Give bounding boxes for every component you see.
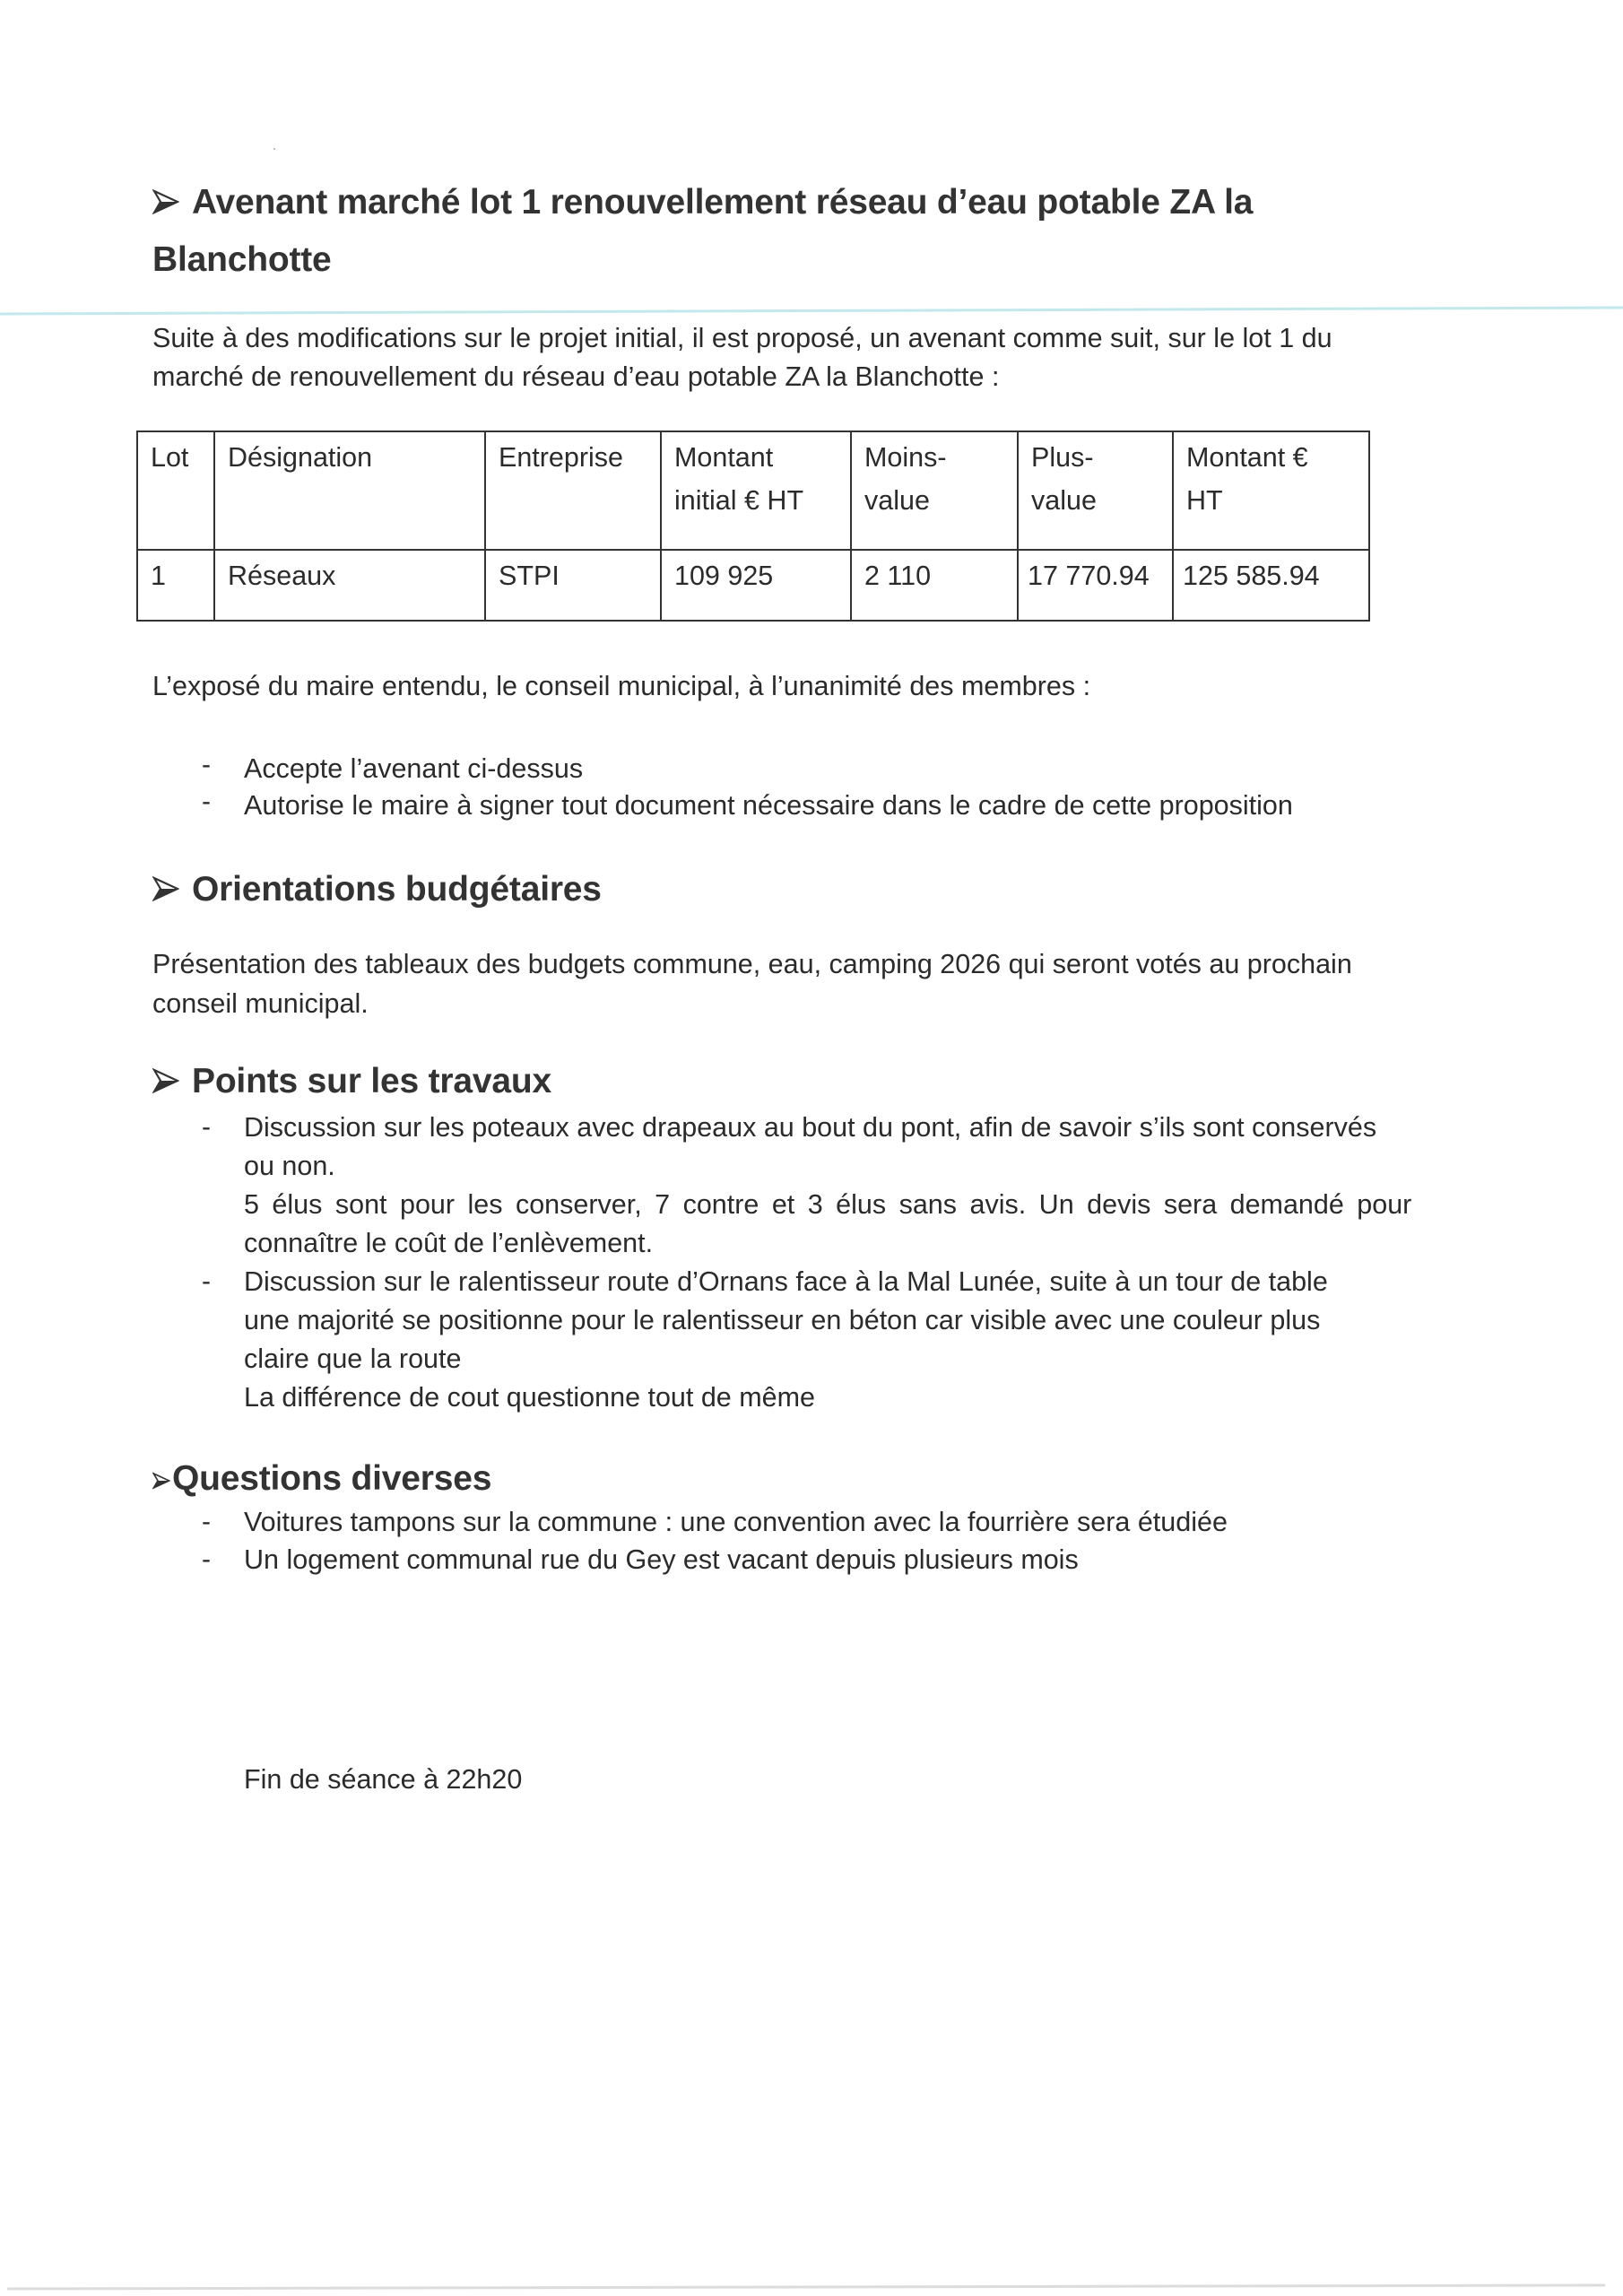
table-row [137,550,1369,621]
cell-designation: Réseaux [214,550,485,621]
travaux-item-2-line-4: La différence de cout questionne tout de même [244,1382,815,1413]
arrowhead-bullet-icon [152,188,179,215]
bullet-dash: - [202,1266,211,1296]
bullet-dash: - [202,1112,211,1142]
section-heading-avenant-line2: Blanchotte [152,240,332,279]
header-cell-moins-value: Moins- value [851,431,1018,550]
orientations-line-2: conseil municipal. [152,988,369,1019]
header-cell-entreprise: Entreprise [485,431,661,550]
arrowhead-bullet-icon [152,1067,179,1094]
scan-speck [273,148,275,150]
header-cell-montant-initial: Montant initial € HT [661,431,851,550]
section-heading-questions: Questions diverses [152,1459,491,1499]
travaux-item-2-line-3: claire que la route [244,1344,462,1374]
travaux-item-1-line-2: ou non. [244,1151,335,1181]
header-cell-lot: Lot [137,431,214,550]
decision-item: Autorise le maire à signer tout document nécessaire dans le cadre de cette proposition [244,790,1293,821]
question-item: Voitures tampons sur la commune : une convention avec la fourrière sera étudiée [244,1507,1228,1537]
bullet-dash: - [202,1507,211,1536]
closing-time: Fin de séance à 22h20 [244,1764,523,1795]
cell-montant-initial: 109 925 [661,550,851,621]
table-header-row [137,431,1369,550]
cell-montant-ht: 125 585.94 [1173,550,1369,621]
question-item: Un logement communal rue du Gey est vacant depuis plusieurs mois [244,1544,1079,1575]
header-cell-plus-value: Plus- value [1018,431,1173,550]
travaux-item-1-line-3: 5 élus sont pour les conserver, 7 contre et 3 élus sans avis. Un devis sera demandé pour [244,1189,1412,1220]
arrowhead-bullet-icon [152,875,179,902]
header-cell-designation: Désignation [214,431,485,550]
travaux-item-1-line-1: Discussion sur les poteaux avec drapeaux au bout du pont, afin de savoir s’ils sont conservés [244,1112,1377,1143]
avenant-table [136,430,1370,622]
header-cell-montant-ht: Montant € HT [1173,431,1369,550]
section-heading-avenant: Avenant marché lot 1 renouvellement réseau d’eau potable ZA la [152,183,1253,222]
intro-line-2: marché de renouvellement du réseau d’eau potable ZA la Blanchotte : [152,361,1000,392]
scan-line-cyan [0,305,1623,316]
travaux-item-1-line-4: connaître le coût de l’enlèvement. [244,1228,654,1258]
decision-intro: L’exposé du maire entendu, le conseil municipal, à l’unanimité des membres : [152,671,1091,701]
scan-line-gray [0,2283,1623,2292]
cell-entreprise: STPI [485,550,661,621]
orientations-line-1: Présentation des tableaux des budgets commune, eau, camping 2026 qui seront votés au prochain [152,949,1352,979]
cell-lot: 1 [137,550,214,621]
section-heading-orientations: Orientations budgétaires [152,870,602,909]
bullet-dash: - [202,787,211,816]
section-heading-travaux: Points sur les travaux [152,1062,551,1101]
cell-moins-value: 2 110 [851,550,1018,621]
bullet-dash: - [202,1544,211,1574]
decision-item: Accepte l’avenant ci-dessus [244,753,584,784]
cell-plus-value: 17 770.94 [1018,550,1173,621]
bullet-dash: - [202,750,211,779]
arrowhead-bullet-icon [152,1472,170,1490]
travaux-item-2-line-1: Discussion sur le ralentisseur route d’Ornans face à la Mal Lunée, suite à un tour de table [244,1266,1328,1297]
intro-line-1: Suite à des modifications sur le projet initial, il est proposé, un avenant comme suit, sur le lot 1 du [152,323,1332,353]
travaux-item-2-line-2: une majorité se positionne pour le ralentisseur en béton car visible avec une couleur plus [244,1305,1321,1335]
